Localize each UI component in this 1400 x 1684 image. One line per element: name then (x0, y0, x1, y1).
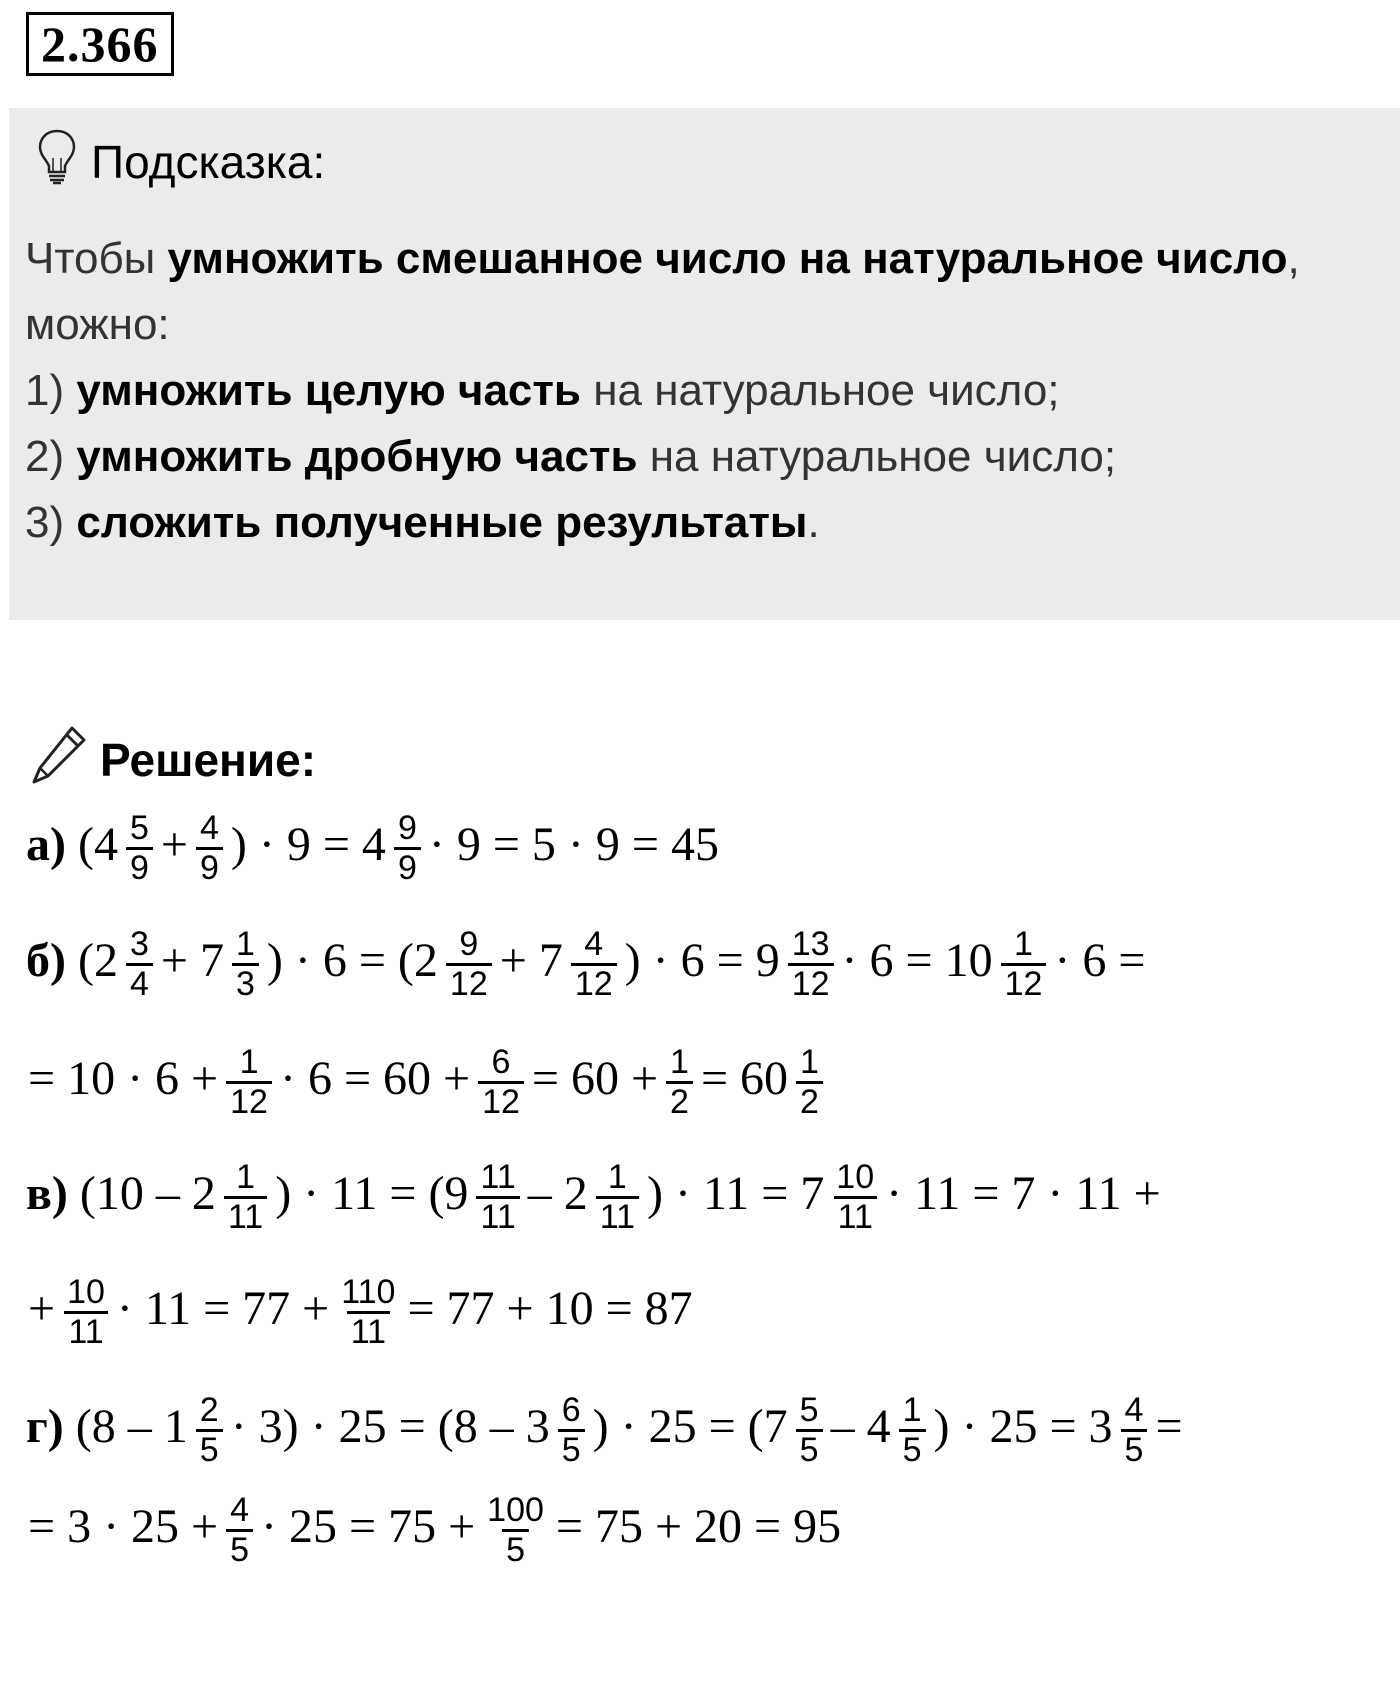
fraction (832, 1159, 878, 1235)
fraction-denominator: 5 (196, 1429, 223, 1469)
fraction (558, 1392, 585, 1468)
fraction-denominator: 11 (224, 1196, 267, 1236)
hint-line-4 (25, 424, 1370, 490)
math-text: (10 – 2 (79, 1166, 216, 1220)
fraction-denominator: 12 (571, 963, 617, 1003)
solution-line (26, 1155, 1163, 1236)
fraction (196, 1392, 223, 1468)
hint-text: 1) (25, 366, 77, 415)
math-text: ) · 11 = 7 (647, 1166, 825, 1220)
fraction-numerator: 10 (836, 1158, 875, 1196)
hint-body (25, 226, 1370, 556)
fraction-numerator: 11 (480, 1158, 516, 1196)
fraction-denominator: 11 (347, 1311, 390, 1351)
math-text: ) · 25 = 3 (933, 1399, 1113, 1453)
pencil-icon (28, 722, 90, 799)
math-text: = 77 + 10 = 87 (407, 1281, 693, 1335)
hint-bold-text: умножить дробную часть (76, 432, 638, 481)
fraction (796, 1044, 823, 1120)
hint-text: 2) (25, 432, 77, 481)
hint-bold-text: сложить полученные результаты (76, 498, 808, 547)
fraction (226, 1044, 272, 1120)
hint-line-2 (25, 292, 1370, 358)
math-text: · 25 = 75 + (261, 1499, 476, 1553)
math-text: ) · 25 = (7 (592, 1399, 788, 1453)
fraction (196, 810, 223, 886)
math-text: · 6 = 60 + (279, 1051, 471, 1105)
math-text: – 2 (527, 1166, 588, 1220)
math-text: · 11 = 7 · 11 + (886, 1166, 1161, 1220)
hint-text: . (807, 498, 820, 547)
fraction-denominator: 3 (232, 963, 259, 1003)
math-text: = 60 (700, 1051, 789, 1105)
hint-box (9, 108, 1400, 620)
math-text: = 3 · 25 + (28, 1499, 219, 1553)
fraction-denominator: 12 (478, 1081, 524, 1121)
solution-line (26, 806, 721, 887)
fraction (571, 926, 617, 1002)
math-text: + (28, 1281, 56, 1335)
fraction-denominator: 12 (788, 963, 834, 1003)
fraction-numerator: 6 (491, 1043, 511, 1081)
fraction-denominator: 9 (394, 847, 421, 887)
fraction-denominator: 5 (226, 1529, 253, 1569)
fraction (394, 810, 421, 886)
fraction-numerator: 110 (341, 1273, 396, 1311)
hint-title: Подсказка: (91, 136, 326, 188)
math-text: + (160, 817, 188, 871)
hint-text: Чтобы (25, 234, 168, 283)
fraction (126, 810, 153, 886)
hint-text: на натуральное число; (637, 432, 1117, 481)
fraction-numerator: 1 (800, 1043, 819, 1081)
fraction-denominator: 12 (1001, 963, 1047, 1003)
math-text: (4 (77, 817, 118, 871)
math-text: · 3) · 25 = (8 – 3 (230, 1399, 550, 1453)
fraction-numerator: 4 (230, 1491, 250, 1529)
math-text: (2 (77, 933, 118, 987)
fraction (126, 926, 153, 1002)
item-label: а) (26, 817, 66, 871)
fraction (226, 1492, 253, 1568)
fraction-numerator: 9 (397, 809, 417, 847)
fraction-numerator: 1 (670, 1043, 689, 1081)
solution-line (26, 1388, 1185, 1469)
fraction-denominator: 12 (226, 1081, 272, 1121)
fraction-numerator: 3 (129, 925, 149, 963)
hint-text: на натуральное число; (580, 366, 1060, 415)
math-text: ) · 9 = 4 (230, 817, 386, 871)
fraction-denominator: 5 (796, 1429, 823, 1469)
fraction-denominator: 11 (834, 1196, 877, 1236)
hint-bold-text: умножить целую часть (76, 366, 581, 415)
fraction-denominator: 9 (126, 847, 153, 887)
fraction-denominator: 2 (796, 1081, 823, 1121)
fraction-denominator: 5 (558, 1429, 585, 1469)
solution-header (28, 728, 316, 792)
solution-line (26, 922, 1147, 1003)
fraction-numerator: 10 (67, 1273, 105, 1311)
math-text: · 6 = (1054, 933, 1146, 987)
fraction (224, 1159, 267, 1235)
fraction-denominator: 11 (476, 1196, 519, 1236)
fraction-numerator: 5 (129, 809, 149, 847)
item-label: в) (26, 1166, 68, 1220)
fraction (337, 1274, 399, 1350)
fraction (483, 1492, 548, 1568)
fraction-numerator: 1 (1014, 925, 1033, 963)
fraction-numerator: 9 (459, 925, 479, 963)
fraction-denominator: 9 (196, 847, 223, 887)
math-text: = (1155, 1399, 1183, 1453)
task-number: 2.366 (26, 12, 174, 76)
math-text: = 10 · 6 + (28, 1051, 219, 1105)
item-label: б) (26, 933, 66, 987)
math-text: · 6 = 10 (841, 933, 993, 987)
fraction (1121, 1392, 1148, 1468)
fraction (63, 1274, 109, 1350)
math-text: (8 – 1 (75, 1399, 188, 1453)
fraction-numerator: 1 (235, 925, 255, 963)
fraction-numerator: 1 (902, 1391, 922, 1429)
hint-line-3 (25, 358, 1370, 424)
fraction-denominator: 5 (899, 1429, 926, 1469)
fraction-numerator: 1 (236, 1158, 255, 1196)
fraction-numerator: 2 (199, 1391, 219, 1429)
fraction-denominator: 4 (126, 963, 153, 1003)
hint-bold-text: умножить смешанное число на натуральное число (167, 234, 1288, 283)
fraction-denominator: 11 (596, 1196, 639, 1236)
math-text: · 9 = 5 · 9 = 45 (428, 817, 719, 871)
fraction-numerator: 13 (791, 925, 830, 963)
fraction-numerator: 5 (799, 1391, 819, 1429)
fraction-numerator: 4 (199, 809, 219, 847)
solution-line (26, 1270, 695, 1351)
hint-header (37, 130, 325, 194)
math-text: – 4 (830, 1399, 891, 1453)
fraction (232, 926, 259, 1002)
fraction-numerator: 100 (487, 1491, 544, 1529)
math-text: · 11 = 77 + (116, 1281, 330, 1335)
fraction-denominator: 2 (666, 1081, 693, 1121)
item-label: г) (26, 1399, 64, 1453)
hint-text: 3) (25, 498, 77, 547)
fraction (596, 1159, 639, 1235)
hint-text: можно: (25, 300, 170, 349)
math-text: = 60 + (531, 1051, 659, 1105)
math-text: ) · 6 = (2 (266, 933, 438, 987)
fraction (666, 1044, 693, 1120)
fraction-denominator: 5 (502, 1529, 529, 1569)
fraction (476, 1159, 519, 1235)
fraction-denominator: 5 (1121, 1429, 1148, 1469)
fraction-numerator: 1 (607, 1158, 627, 1196)
fraction-denominator: 12 (446, 963, 492, 1003)
math-text: + 7 (499, 933, 563, 987)
fraction (446, 926, 492, 1002)
math-text: ) · 6 = 9 (624, 933, 780, 987)
hint-line-5 (25, 490, 1370, 556)
fraction (788, 926, 834, 1002)
solution-line (26, 1040, 829, 1121)
fraction (796, 1392, 823, 1468)
fraction-numerator: 1 (239, 1043, 259, 1081)
fraction-numerator: 6 (561, 1391, 581, 1429)
hint-line-1 (25, 226, 1370, 292)
solution-line (26, 1488, 843, 1569)
fraction-numerator: 4 (584, 925, 604, 963)
hint-text: , (1287, 234, 1300, 283)
solution-title: Решение: (100, 734, 317, 786)
math-text: ) · 11 = (9 (275, 1166, 469, 1220)
fraction (478, 1044, 524, 1120)
fraction (1001, 926, 1047, 1002)
fraction (899, 1392, 926, 1468)
math-text: + 7 (160, 933, 224, 987)
fraction-denominator: 11 (64, 1311, 107, 1351)
lightbulb-icon (37, 128, 77, 197)
math-text: = 75 + 20 = 95 (555, 1499, 842, 1553)
fraction-numerator: 4 (1124, 1391, 1144, 1429)
